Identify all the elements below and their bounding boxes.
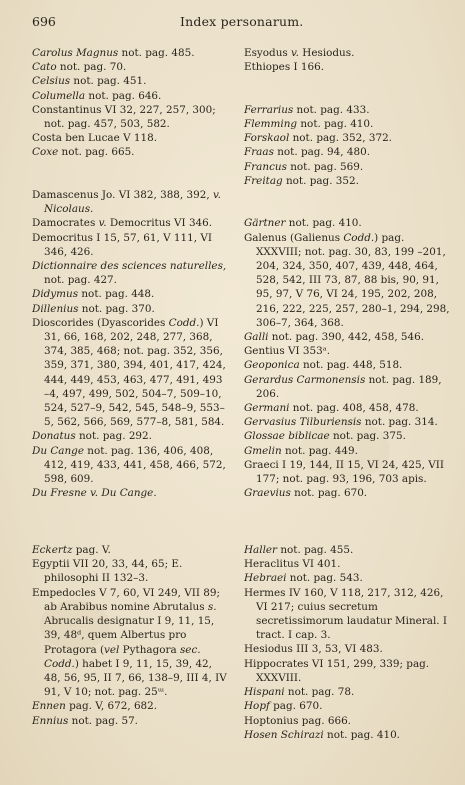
entry-text: not. pag. 670. xyxy=(290,487,368,500)
entry-text: not. pag. 314. xyxy=(361,416,438,429)
italic-text: Dictionnaire des sciences naturelles, xyxy=(32,260,227,273)
letter-section-gap xyxy=(32,500,228,543)
italic-text: v. xyxy=(98,217,107,230)
entry-text: Pythagora xyxy=(119,643,180,656)
entry-text: not. pag. 433. xyxy=(293,103,370,116)
entry-text: Constantinus VI 32, 227, 257, 300; not. pag. 457, 503, 582. xyxy=(32,103,216,131)
index-entry xyxy=(244,231,452,330)
index-entry xyxy=(244,557,452,571)
index-entry xyxy=(32,429,228,443)
italic-text: Hispani xyxy=(244,686,285,699)
entry-text: Hesiodus. xyxy=(298,47,355,59)
italic-text: Columella xyxy=(32,89,86,102)
entry-text: not. pag. 408, 458, 478. xyxy=(289,402,419,415)
italic-text: Ferrarius xyxy=(244,103,294,116)
entry-text: not. pag. 57. xyxy=(68,714,138,727)
index-entry xyxy=(244,657,452,685)
entry-text: not. pag. 390, 442, 458, 546. xyxy=(268,331,425,344)
italic-text: Graevius xyxy=(244,487,291,500)
entry-text: Hippocrates VI 151, 299, 339; pag. XXXVIII. xyxy=(244,657,430,684)
index-entry xyxy=(244,486,452,500)
running-head: Index personarum. xyxy=(180,14,304,29)
entry-text: not. pag. 455. xyxy=(277,544,354,557)
italic-text: Ennen xyxy=(32,700,66,713)
entry-text: not. pag. 410. xyxy=(297,118,374,130)
italic-text: Germani xyxy=(244,402,290,415)
index-entry xyxy=(244,174,452,188)
entry-text: not. pag. 189, 206. xyxy=(256,373,442,400)
index-entry xyxy=(244,358,452,372)
italic-text: Cato xyxy=(32,61,57,74)
entry-text: not. pag. 569. xyxy=(286,160,364,173)
entry-text: not. pag. 448, 518. xyxy=(299,359,403,372)
index-entry xyxy=(244,60,452,74)
italic-text: Coxe xyxy=(32,146,59,159)
index-entry xyxy=(244,415,452,429)
entry-text: not. pag. 352, 372. xyxy=(289,132,392,145)
index-column-left xyxy=(32,46,228,728)
index-entry xyxy=(244,543,452,557)
index-entry xyxy=(244,344,452,358)
italic-text: Flemming xyxy=(244,118,298,130)
entry-text: not. pag. 410. xyxy=(285,217,362,230)
index-entry xyxy=(244,642,452,656)
entry-text: not. pag. 485. xyxy=(118,47,195,59)
index-entry xyxy=(244,103,452,117)
index-entry xyxy=(32,557,228,585)
italic-text: Carolus Magnus xyxy=(32,47,119,59)
entry-text: Dioscorides (Dyascorides xyxy=(32,316,169,329)
index-entry xyxy=(244,571,452,585)
entry-text: ) pag. XXXVIII; not. pag. 30, 83, 199 –201, 204, 324, 350, 407, 439, 448, 464, 528, 542, III 73, 87, 88 bis, 90, 91, 95, 97, V 76, VI 24, 195, 202, 208, 216, 222, 225, 257, 280–1, 294, 298, 306–7, 364, 368. xyxy=(256,231,450,329)
entry-text: not. pag. 646. xyxy=(85,89,162,102)
italic-text: Codd. xyxy=(168,316,200,329)
italic-text: vel xyxy=(104,643,120,656)
letter-section-gap xyxy=(32,160,228,188)
index-entry xyxy=(32,89,228,103)
entry-text: not. pag. 370. xyxy=(78,302,155,315)
entry-text: pag. V. xyxy=(72,544,111,557)
entry-text: not. pag. 448. xyxy=(78,288,155,301)
index-entry xyxy=(244,117,452,131)
letter-section-gap xyxy=(244,74,452,102)
entry-text: not. pag. 449. xyxy=(281,444,358,457)
index-entry xyxy=(244,728,452,742)
entry-text: Galenus (Galienus xyxy=(244,231,344,244)
index-entry xyxy=(32,46,228,60)
entry-text: not. pag. 292. xyxy=(75,430,152,443)
index-entry xyxy=(244,145,452,159)
index-entry xyxy=(32,231,228,259)
index-entry xyxy=(32,543,228,557)
entry-text: not. pag. 543. xyxy=(286,572,363,585)
index-entry xyxy=(244,131,452,145)
index-entry xyxy=(32,486,228,500)
index-entry xyxy=(32,216,228,230)
entry-text: pag. V, 672, 682. xyxy=(65,700,158,713)
index-entry xyxy=(244,216,452,230)
page-number: 696 xyxy=(32,14,56,29)
entry-text: Hoptonius pag. 666. xyxy=(244,714,351,727)
entry-text: Damascenus Jo. VI 382, 388, 392, xyxy=(32,189,213,202)
entry-text: Hesiodus III 3, 53, VI 483. xyxy=(244,643,383,656)
italic-text: Hosen Schirazi xyxy=(244,728,324,741)
index-entry xyxy=(32,714,228,728)
index-entry xyxy=(32,188,228,216)
italic-text: Gärtner xyxy=(244,217,286,230)
entry-text: not. pag. 352. xyxy=(282,174,359,187)
italic-text: Galli xyxy=(244,331,269,344)
index-entry xyxy=(244,458,452,486)
entry-text: not. pag. 136, 406, 408, 412, 419, 433, 441, 458, 466, 572, 598, 609. xyxy=(44,444,226,486)
italic-text: Freitag xyxy=(244,174,283,187)
italic-text: Ennius xyxy=(32,714,69,727)
entry-text: Egyptii VII 20, 33, 44, 65; E. philosophi II 132–3. xyxy=(32,558,183,585)
index-entry xyxy=(244,46,452,60)
italic-text: Didymus xyxy=(32,288,79,301)
italic-text: Geoponica xyxy=(244,359,300,372)
italic-text: Du Cange xyxy=(32,444,84,457)
index-entry xyxy=(32,302,228,316)
italic-text: sec. Codd. xyxy=(44,643,201,670)
index-entry xyxy=(32,586,228,700)
entry-text: ) VI 31, 66, 168, 202, 248, 277, 368, 374, 385, 468; not. pag. 352, 356, 359, 371, 380, 394, 401, 417, 424, 444, 449, 453, 463, 477, 491, 493 –4, 497, 499, 502, 504–7, 509–10, 524, 527–9, 542, 545, 548–9, 553–5, 562, 566, 569, 577–8, 581, 584. xyxy=(44,316,226,429)
italic-text: v. Nicolaus. xyxy=(44,189,221,216)
italic-text: Hebraei xyxy=(244,572,287,585)
italic-text: Codd. xyxy=(343,231,375,244)
entry-text: not. pag. 375. xyxy=(329,430,406,443)
entry-text: not. pag. 94, 480. xyxy=(273,146,371,159)
index-entry xyxy=(32,60,228,74)
entry-text: Hermes IV 160, V 118, 217, 312, 426, VI 217; cuius secretum secretissimorum laudatur Mineral. I tract. I cap. 3. xyxy=(244,586,448,642)
letter-section-gap xyxy=(244,500,452,543)
index-entry xyxy=(244,330,452,344)
entry-text: ) habet I 9, 11, 15, 39, 42, 48, 56, 95, II 7, 66, 138–9, III 4, IV 91, V 10; not. pag. 25ᵚ. xyxy=(44,657,227,699)
entry-text: Esyodus xyxy=(244,47,292,59)
entry-text: not. pag. 427. xyxy=(44,274,117,287)
italic-text: v. xyxy=(291,47,299,59)
entry-text: not. pag. 410. xyxy=(323,728,400,741)
index-entry xyxy=(32,131,228,145)
index-entry xyxy=(244,401,452,415)
index-entry xyxy=(32,145,228,159)
entry-text: Democritus VI 346. xyxy=(106,217,213,230)
italic-text: Haller xyxy=(244,544,278,557)
italic-text: Du Fresne v. Du Cange. xyxy=(32,487,157,500)
index-entry xyxy=(244,160,452,174)
entry-text: Costa ben Lucae V 118. xyxy=(32,132,158,145)
italic-text: Gervasius Tilburiensis xyxy=(244,416,362,429)
italic-text: Gmelin xyxy=(244,444,282,457)
index-entry xyxy=(32,316,228,430)
index-entry xyxy=(244,685,452,699)
italic-text: Dillenius xyxy=(32,302,79,315)
italic-text: Celsius xyxy=(32,75,71,88)
index-column-right xyxy=(244,46,452,742)
italic-text: Hopf xyxy=(244,700,270,713)
entry-text: Ethiopes I 166. xyxy=(244,61,325,74)
entry-text: pag. 670. xyxy=(269,700,323,713)
entry-text: Abrucalis designatur I 9, 11, 15, 39, 48ᵈ, quem Albertus pro Protagora ( xyxy=(44,615,215,656)
entry-text: not. pag. 70. xyxy=(56,61,127,74)
index-entry xyxy=(32,699,228,713)
entry-text: not. pag. 665. xyxy=(58,146,135,159)
index-entry xyxy=(244,429,452,443)
italic-text: Forskaol xyxy=(244,132,290,145)
index-entry xyxy=(244,699,452,713)
index-entry xyxy=(32,103,228,131)
entry-text: Graeci I 19, 144, II 15, VI 24, 425, VII 177; not. pag. 93, 196, 703 apis. xyxy=(244,458,444,486)
index-entry xyxy=(244,714,452,728)
index-entry xyxy=(32,287,228,301)
entry-text: Gentius VI 353ᵃ. xyxy=(244,345,331,358)
italic-text: Francus xyxy=(244,160,287,173)
entry-text: Empedocles V 7, 60, VI 249, VII 89; ab Arabibus nomine Abrutalus xyxy=(32,586,221,613)
italic-text: Eckertz xyxy=(32,544,73,557)
italic-text: s. xyxy=(207,600,217,613)
letter-section-gap xyxy=(244,188,452,216)
entry-text: Heraclitus VI 401. xyxy=(244,558,341,571)
italic-text: Glossae biblicae xyxy=(244,430,330,443)
entry-text: not. pag. 78. xyxy=(284,686,355,699)
index-entry xyxy=(244,586,452,643)
page-header xyxy=(32,14,445,30)
italic-text: Fraas xyxy=(244,146,274,159)
entry-text: Democritus I 15, 57, 61, V 111, VI 346, 426. xyxy=(32,231,212,258)
italic-text: Donatus xyxy=(32,430,76,443)
italic-text: Gerardus Carmonensis xyxy=(244,373,366,386)
index-entry xyxy=(244,373,452,401)
entry-text: Damocrates xyxy=(32,217,99,230)
entry-text: not. pag. 451. xyxy=(70,75,147,88)
index-entry xyxy=(32,444,228,487)
index-entry xyxy=(244,444,452,458)
index-entry xyxy=(32,74,228,88)
index-entry xyxy=(32,259,228,287)
